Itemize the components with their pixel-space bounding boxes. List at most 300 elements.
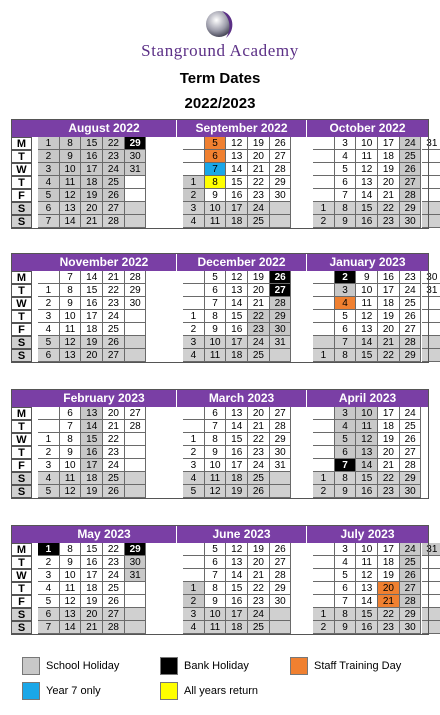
day-cell: 23: [248, 446, 270, 459]
day-cell: [313, 433, 335, 446]
day-cell: 4: [38, 323, 60, 336]
day-cell: [313, 569, 335, 582]
day-cell: 19: [248, 271, 270, 284]
day-cell: 26: [400, 569, 422, 582]
legend-swatch: [22, 682, 40, 700]
day-cell: 26: [400, 163, 422, 176]
day-cell: 1: [313, 202, 335, 215]
day-cell: 11: [356, 556, 378, 569]
day-cell: [125, 595, 147, 608]
day-cell: [38, 420, 60, 433]
day-cell: [270, 621, 292, 634]
day-cell: 5: [205, 543, 227, 556]
day-cell: [422, 336, 440, 349]
day-label: M: [11, 271, 32, 284]
day-cell: 23: [103, 446, 125, 459]
day-cell: 24: [103, 163, 125, 176]
day-cell: 21: [103, 420, 125, 433]
day-cell: 4: [183, 215, 205, 228]
day-cell: 17: [378, 137, 400, 150]
day-cell: [313, 336, 335, 349]
day-cell: 1: [183, 176, 205, 189]
day-cell: 15: [356, 472, 378, 485]
day-cell: 22: [248, 433, 270, 446]
day-cell: 14: [226, 569, 248, 582]
day-cell: 22: [103, 433, 125, 446]
day-cell: 17: [378, 407, 400, 420]
day-cell: 22: [103, 543, 125, 556]
month-header: May 2023: [32, 525, 177, 543]
day-cell: 26: [103, 336, 125, 349]
day-label: T: [11, 176, 32, 189]
day-cell: [313, 556, 335, 569]
legend-swatch: [160, 657, 178, 675]
day-cell: 13: [60, 202, 82, 215]
day-label: M: [11, 407, 32, 420]
day-cell: 13: [356, 582, 378, 595]
day-cell: 22: [248, 582, 270, 595]
day-cell: 10: [205, 202, 227, 215]
day-cell: 14: [60, 215, 82, 228]
day-cell: 23: [248, 323, 270, 336]
day-cell: 23: [103, 556, 125, 569]
day-cell: 14: [81, 271, 103, 284]
day-cell: 6: [38, 608, 60, 621]
day-column-header: [11, 389, 32, 407]
legend-label: Staff Training Day: [314, 660, 402, 672]
day-cell: 25: [248, 621, 270, 634]
day-cell: 21: [103, 271, 125, 284]
day-cell: 29: [270, 582, 292, 595]
day-cell: 2: [183, 446, 205, 459]
day-cell: 31: [422, 284, 440, 297]
calendar-row-block: [11, 525, 438, 635]
day-cell: 7: [335, 336, 357, 349]
day-cell: 10: [60, 310, 82, 323]
day-cell: 14: [356, 189, 378, 202]
day-cell: 26: [103, 189, 125, 202]
day-cell: 31: [125, 569, 147, 582]
day-cell: 9: [335, 215, 357, 228]
day-cell: 26: [103, 595, 125, 608]
day-cell: 20: [81, 202, 103, 215]
day-cell: 1: [38, 284, 60, 297]
day-cell: [422, 323, 440, 336]
day-label: T: [11, 582, 32, 595]
day-cell: [125, 485, 147, 498]
day-cell: 29: [400, 608, 422, 621]
day-cell: 10: [205, 459, 227, 472]
day-cell: 20: [81, 608, 103, 621]
page-title: Term Dates: [179, 70, 261, 87]
day-cell: [422, 189, 440, 202]
day-cell: 5: [205, 271, 227, 284]
day-cell: 4: [38, 176, 60, 189]
day-cell: 23: [103, 297, 125, 310]
day-cell: 26: [248, 485, 270, 498]
day-cell: [38, 271, 60, 284]
day-cell: 26: [400, 310, 422, 323]
day-cell: 5: [335, 163, 357, 176]
day-cell: 7: [38, 621, 60, 634]
day-cell: 7: [60, 420, 82, 433]
day-cell: 4: [183, 472, 205, 485]
day-cell: 23: [400, 271, 422, 284]
day-cell: [183, 163, 205, 176]
day-cell: 20: [378, 176, 400, 189]
day-cell: [270, 349, 292, 362]
day-cell: 29: [125, 137, 147, 150]
day-cell: [422, 150, 440, 163]
day-cell: 4: [335, 556, 357, 569]
day-cell: 30: [400, 621, 422, 634]
day-label: S: [11, 472, 32, 485]
day-cell: [422, 215, 440, 228]
day-cell: 8: [335, 472, 357, 485]
day-cell: 8: [335, 349, 357, 362]
month-header: June 2023: [177, 525, 307, 543]
legend-label: All years return: [184, 685, 258, 697]
legend-label: School Holiday: [46, 660, 120, 672]
day-cell: 8: [335, 608, 357, 621]
day-cell: 25: [400, 150, 422, 163]
day-cell: 24: [400, 543, 422, 556]
day-cell: 19: [378, 310, 400, 323]
day-cell: 28: [103, 621, 125, 634]
day-cell: 13: [226, 407, 248, 420]
day-cell: 10: [60, 569, 82, 582]
day-cell: 2: [183, 323, 205, 336]
day-cell: 29: [270, 310, 292, 323]
day-cell: 24: [103, 310, 125, 323]
day-cell: 17: [81, 163, 103, 176]
day-cell: 10: [60, 163, 82, 176]
day-cell: 23: [378, 485, 400, 498]
day-cell: 21: [378, 595, 400, 608]
day-cell: 30: [400, 485, 422, 498]
day-cell: 25: [103, 582, 125, 595]
day-cell: 13: [226, 556, 248, 569]
day-cell: 3: [183, 336, 205, 349]
day-cell: 28: [270, 163, 292, 176]
day-label: M: [11, 543, 32, 556]
day-cell: 14: [81, 420, 103, 433]
day-cell: 2: [38, 446, 60, 459]
day-cell: 21: [378, 189, 400, 202]
day-cell: 9: [205, 189, 227, 202]
day-cell: 31: [422, 543, 440, 556]
day-cell: 9: [60, 150, 82, 163]
calendar-row-block: [11, 119, 438, 229]
day-cell: 8: [60, 433, 82, 446]
day-cell: 8: [205, 582, 227, 595]
legend-swatch: [290, 657, 308, 675]
day-cell: 3: [335, 407, 357, 420]
day-cell: 27: [103, 202, 125, 215]
day-cell: 20: [103, 407, 125, 420]
day-cell: 23: [248, 189, 270, 202]
month-header: February 2023: [32, 389, 177, 407]
day-cell: [313, 582, 335, 595]
day-cell: 27: [400, 323, 422, 336]
day-cell: 5: [38, 189, 60, 202]
day-label: S: [11, 202, 32, 215]
day-cell: 4: [335, 150, 357, 163]
day-cell: 26: [400, 433, 422, 446]
day-cell: 31: [125, 163, 147, 176]
day-cell: 16: [226, 595, 248, 608]
day-cell: 16: [81, 556, 103, 569]
day-cell: [183, 284, 205, 297]
day-cell: 30: [125, 150, 147, 163]
month-header: July 2023: [307, 525, 429, 543]
day-cell: 22: [103, 137, 125, 150]
day-cell: 18: [81, 582, 103, 595]
day-cell: 24: [103, 569, 125, 582]
day-cell: [422, 556, 440, 569]
day-label: S: [11, 485, 32, 498]
day-cell: 17: [226, 336, 248, 349]
day-cell: 17: [81, 569, 103, 582]
day-cell: 8: [205, 433, 227, 446]
day-cell: 21: [248, 420, 270, 433]
day-cell: 9: [335, 485, 357, 498]
day-cell: 25: [400, 556, 422, 569]
day-cell: 25: [400, 420, 422, 433]
day-cell: [270, 485, 292, 498]
day-cell: 1: [183, 582, 205, 595]
legend-swatch: [22, 657, 40, 675]
day-cell: 12: [226, 271, 248, 284]
day-cell: [270, 472, 292, 485]
month-header: October 2022: [307, 119, 429, 137]
day-cell: 15: [81, 137, 103, 150]
day-cell: 8: [205, 310, 227, 323]
day-cell: 14: [226, 297, 248, 310]
day-cell: 21: [248, 297, 270, 310]
day-cell: 7: [205, 569, 227, 582]
day-cell: 30: [125, 556, 147, 569]
day-cell: 10: [205, 336, 227, 349]
month-header: November 2022: [32, 253, 177, 271]
day-cell: [313, 284, 335, 297]
day-cell: 2: [335, 271, 357, 284]
day-label: S: [11, 336, 32, 349]
month-header: September 2022: [177, 119, 307, 137]
day-label: T: [11, 556, 32, 569]
day-cell: 20: [378, 446, 400, 459]
day-cell: [313, 407, 335, 420]
day-cell: 6: [335, 323, 357, 336]
day-cell: 15: [356, 202, 378, 215]
day-cell: 25: [248, 215, 270, 228]
day-cell: 7: [335, 459, 357, 472]
day-cell: [313, 543, 335, 556]
day-cell: 13: [356, 323, 378, 336]
day-cell: 27: [400, 176, 422, 189]
day-cell: 21: [378, 459, 400, 472]
day-cell: 25: [103, 323, 125, 336]
day-cell: [183, 137, 205, 150]
day-cell: 28: [125, 420, 147, 433]
day-cell: 16: [226, 189, 248, 202]
day-cell: [125, 336, 147, 349]
day-cell: 28: [400, 595, 422, 608]
day-cell: [125, 472, 147, 485]
day-cell: 14: [60, 621, 82, 634]
day-cell: 3: [38, 163, 60, 176]
day-cell: 5: [38, 336, 60, 349]
day-cell: 13: [81, 407, 103, 420]
day-cell: 12: [226, 543, 248, 556]
day-cell: 23: [103, 150, 125, 163]
day-cell: 26: [270, 543, 292, 556]
month-header: January 2023: [307, 253, 429, 271]
day-cell: [183, 271, 205, 284]
day-cell: 20: [248, 284, 270, 297]
day-label: S: [11, 349, 32, 362]
day-cell: 24: [248, 336, 270, 349]
day-cell: 7: [38, 215, 60, 228]
day-cell: 4: [335, 420, 357, 433]
day-cell: 12: [60, 336, 82, 349]
day-cell: 7: [60, 271, 82, 284]
day-cell: 16: [81, 446, 103, 459]
day-cell: 6: [205, 556, 227, 569]
day-label: T: [11, 284, 32, 297]
day-cell: 6: [205, 284, 227, 297]
day-cell: 28: [400, 189, 422, 202]
day-cell: 21: [248, 569, 270, 582]
day-cell: 16: [378, 271, 400, 284]
day-cell: [125, 189, 147, 202]
day-cell: [125, 176, 147, 189]
day-cell: 3: [38, 569, 60, 582]
day-cell: 29: [270, 176, 292, 189]
day-cell: [422, 582, 440, 595]
day-cell: 20: [81, 349, 103, 362]
day-cell: 27: [270, 284, 292, 297]
day-cell: 18: [378, 420, 400, 433]
day-label: W: [11, 569, 32, 582]
day-cell: 23: [378, 621, 400, 634]
day-label: T: [11, 310, 32, 323]
day-cell: 2: [183, 595, 205, 608]
day-cell: 10: [60, 459, 82, 472]
day-label: S: [11, 608, 32, 621]
day-cell: 25: [248, 349, 270, 362]
academic-year: 2022/2023: [184, 95, 256, 112]
day-cell: 24: [400, 137, 422, 150]
day-cell: 7: [205, 163, 227, 176]
day-cell: 3: [183, 608, 205, 621]
day-cell: 29: [125, 284, 147, 297]
day-cell: 18: [226, 215, 248, 228]
day-cell: 11: [356, 297, 378, 310]
day-cell: 11: [60, 176, 82, 189]
day-label: F: [11, 595, 32, 608]
day-cell: [313, 297, 335, 310]
day-cell: 16: [81, 297, 103, 310]
month-header: April 2023: [307, 389, 429, 407]
day-cell: 28: [270, 569, 292, 582]
day-cell: [270, 215, 292, 228]
day-cell: 19: [378, 163, 400, 176]
day-cell: 14: [356, 336, 378, 349]
day-cell: 15: [226, 310, 248, 323]
day-cell: 11: [205, 472, 227, 485]
day-cell: 23: [248, 595, 270, 608]
day-cell: 6: [335, 446, 357, 459]
day-cell: 27: [125, 407, 147, 420]
day-label: W: [11, 297, 32, 310]
day-cell: [313, 176, 335, 189]
day-cell: [313, 459, 335, 472]
day-cell: [313, 310, 335, 323]
day-cell: [125, 323, 147, 336]
day-cell: 9: [60, 446, 82, 459]
day-cell: 30: [270, 323, 292, 336]
day-cell: [183, 569, 205, 582]
day-cell: 29: [400, 472, 422, 485]
day-cell: 16: [356, 485, 378, 498]
day-cell: 8: [60, 137, 82, 150]
day-cell: [422, 310, 440, 323]
day-cell: [125, 459, 147, 472]
day-cell: 28: [270, 420, 292, 433]
day-cell: 26: [270, 271, 292, 284]
day-cell: 2: [183, 189, 205, 202]
day-cell: 12: [205, 485, 227, 498]
day-cell: 31: [422, 137, 440, 150]
day-cell: [422, 349, 440, 362]
day-cell: [125, 582, 147, 595]
day-cell: 26: [270, 137, 292, 150]
day-column-header: [11, 119, 32, 137]
day-cell: 5: [38, 485, 60, 498]
day-cell: [183, 556, 205, 569]
day-cell: 4: [38, 582, 60, 595]
day-cell: 8: [205, 176, 227, 189]
day-cell: 17: [378, 284, 400, 297]
day-cell: 13: [356, 446, 378, 459]
day-cell: 17: [81, 459, 103, 472]
day-cell: [125, 215, 147, 228]
day-cell: 21: [248, 163, 270, 176]
day-cell: 9: [205, 446, 227, 459]
day-cell: [313, 420, 335, 433]
day-cell: 19: [81, 189, 103, 202]
day-cell: 26: [103, 485, 125, 498]
day-cell: 5: [335, 433, 357, 446]
day-cell: 12: [356, 163, 378, 176]
day-cell: 11: [356, 150, 378, 163]
day-cell: 15: [226, 582, 248, 595]
day-cell: 30: [125, 297, 147, 310]
day-cell: 11: [60, 472, 82, 485]
calendar-row-block: [11, 389, 429, 499]
day-cell: 19: [81, 595, 103, 608]
day-cell: [125, 310, 147, 323]
day-cell: 27: [103, 608, 125, 621]
school-name: Stanground Academy: [141, 41, 299, 60]
day-cell: 25: [103, 176, 125, 189]
day-cell: 23: [378, 215, 400, 228]
day-cell: 21: [81, 215, 103, 228]
day-cell: 20: [248, 150, 270, 163]
day-cell: 30: [270, 595, 292, 608]
day-cell: 10: [205, 608, 227, 621]
